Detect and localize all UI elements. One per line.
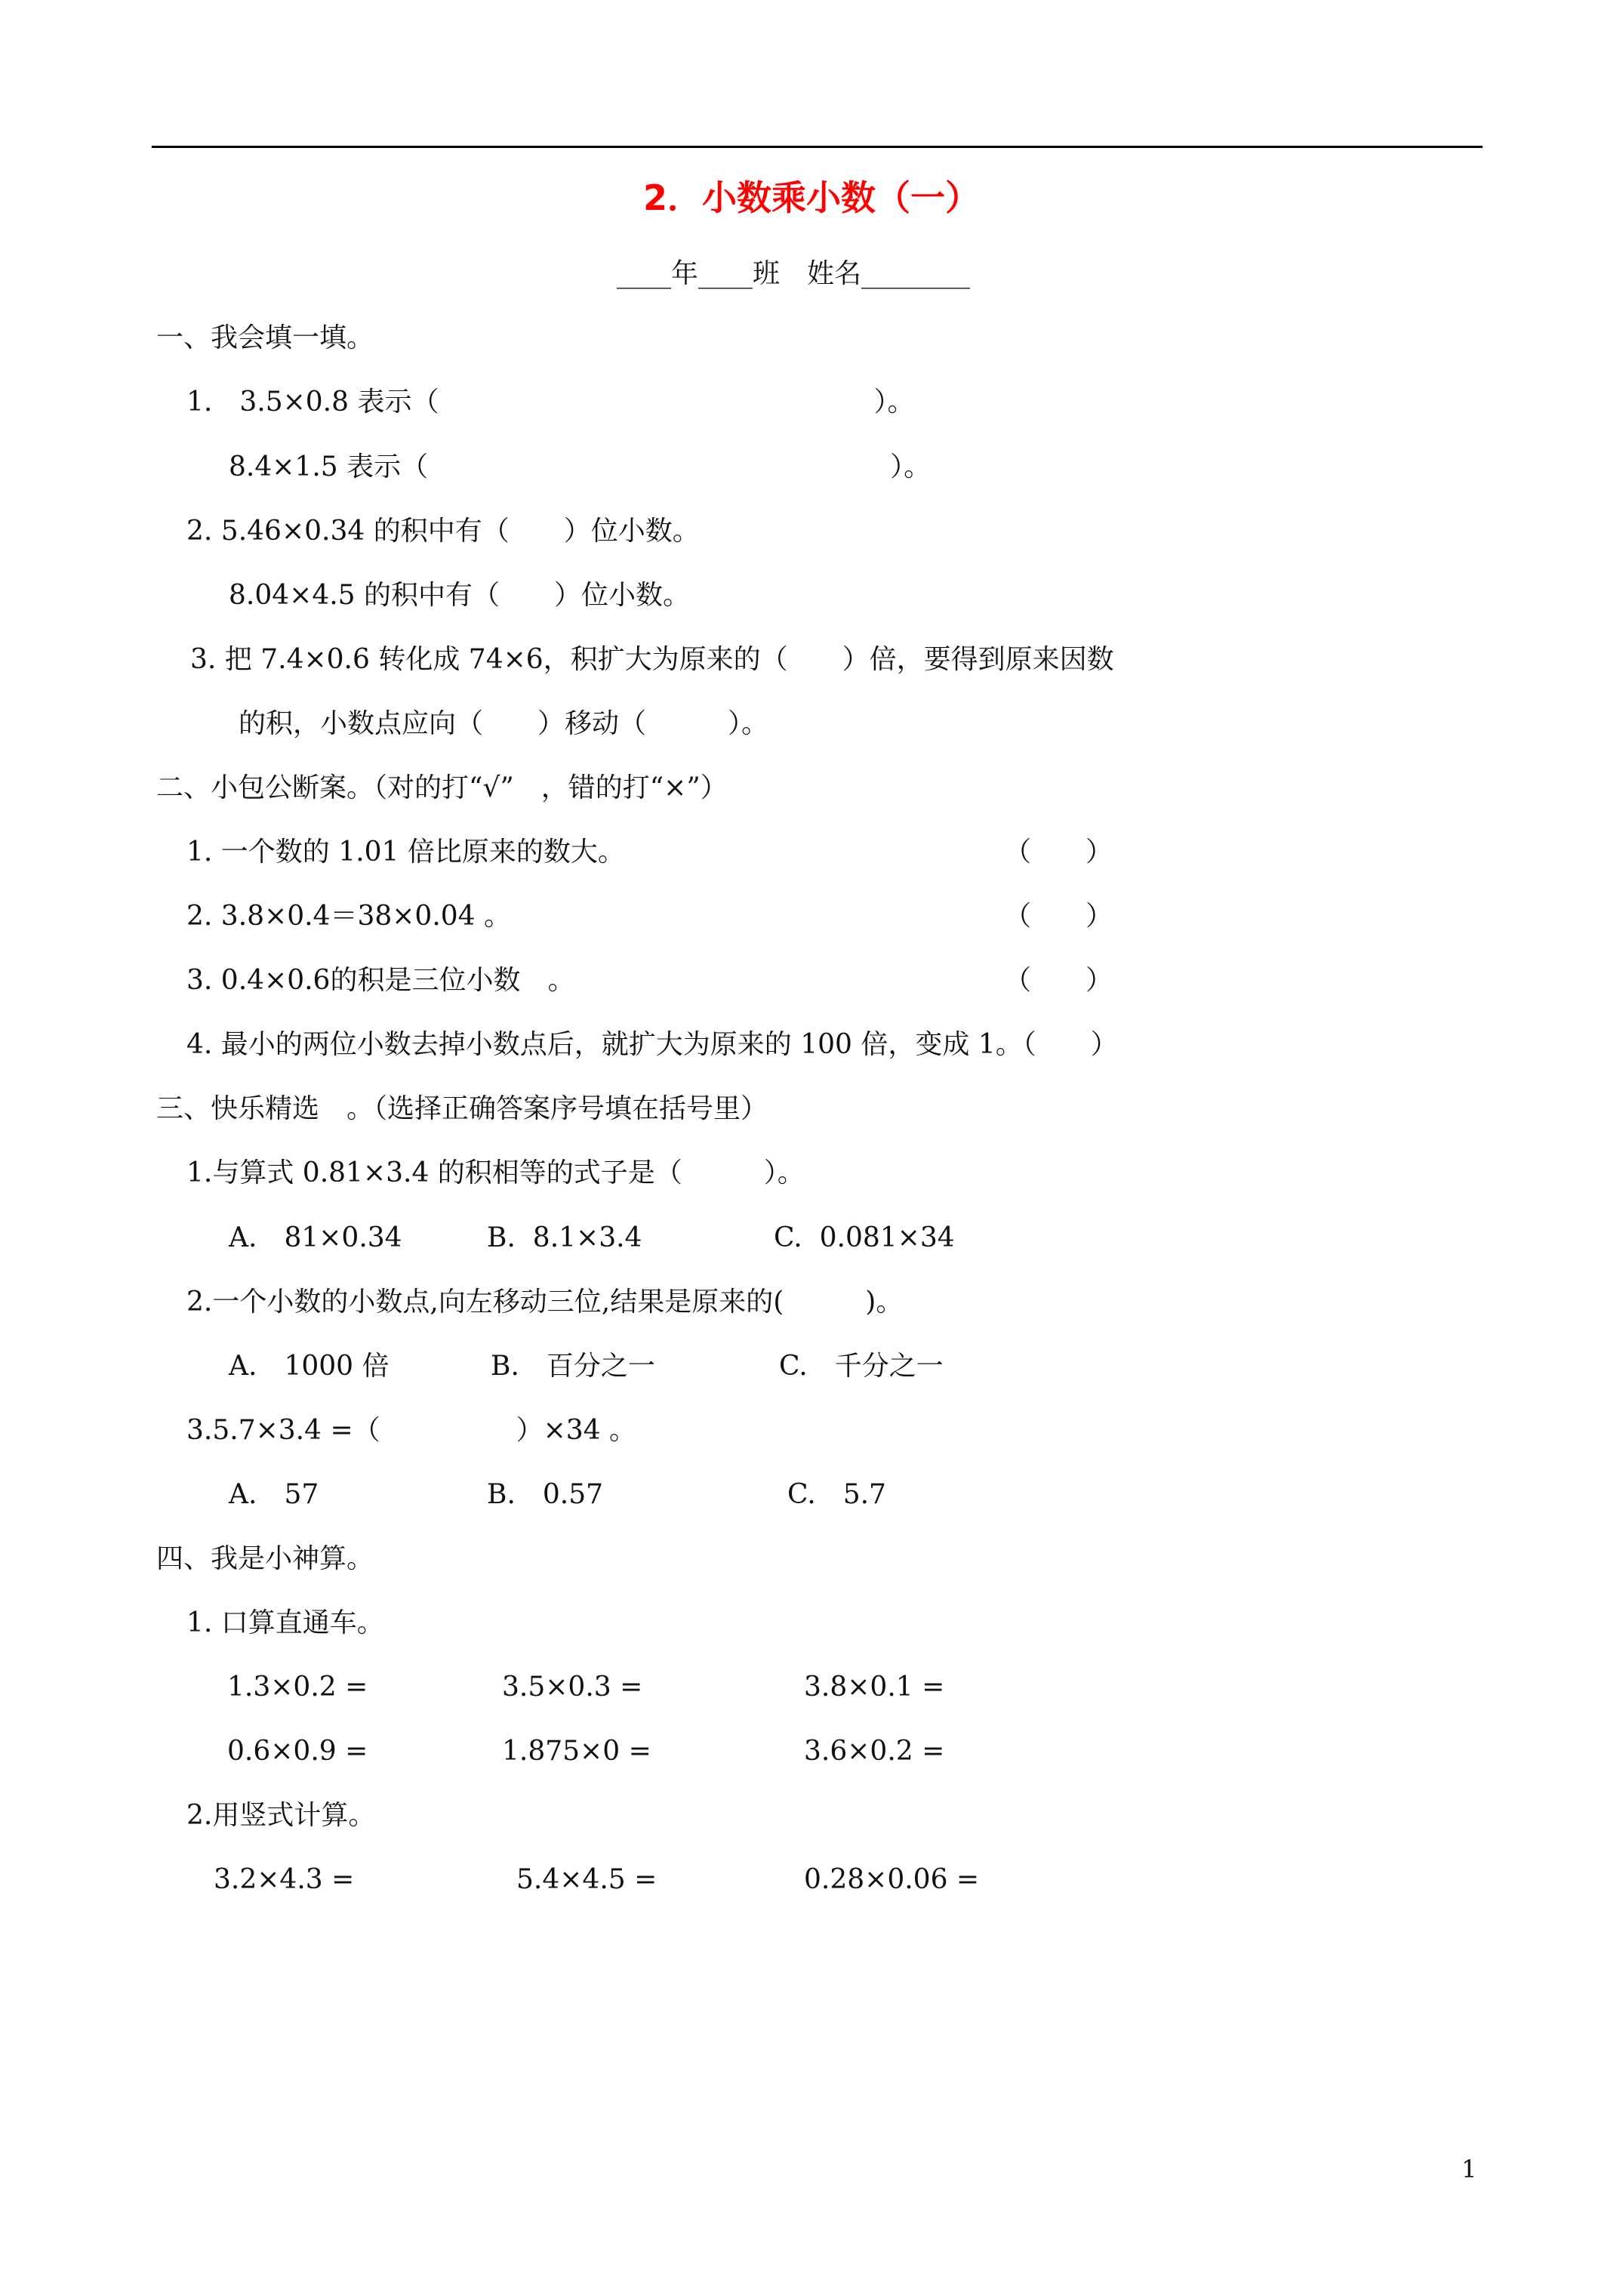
s3-question-2: 2.一个小数的小数点,向左移动三位,结果是原来的( )。 xyxy=(186,1287,904,1318)
s3-q1-option-c: C. 0.081×34 xyxy=(774,1222,955,1253)
page-title: 2．小数乘小数（一） xyxy=(642,177,980,218)
s1-question-3b: 的积，小数点应向（ ）移动（ ）。 xyxy=(239,708,769,739)
s2-item-2-paren: （ ） xyxy=(1004,901,1113,932)
calc-3-1: 3.2×4.3 = xyxy=(214,1864,355,1895)
s3-q3-option-a: A. 57 xyxy=(229,1479,319,1510)
calc-1-2: 3.5×0.3 = xyxy=(502,1672,643,1703)
calc-3-3: 0.28×0.06 = xyxy=(804,1864,980,1895)
s3-question-3: 3.5.7×3.4 =（ ）×34 。 xyxy=(186,1415,637,1446)
s1-question-2a: 2. 5.46×0.34 的积中有（ ）位小数。 xyxy=(186,516,700,547)
calc-2-2: 1.875×0 = xyxy=(502,1736,651,1767)
s3-q3-option-c: C. 5.7 xyxy=(787,1479,886,1510)
section3-heading: 三、快乐精选 。（选择正确答案序号填在括号里） xyxy=(156,1093,768,1124)
s2-item-1: 1. 一个数的 1.01 倍比原来的数大。 xyxy=(186,837,625,868)
s2-item-2: 2. 3.8×0.4＝38×0.04 。 xyxy=(186,901,512,932)
s4-sub-2: 2.用竖式计算。 xyxy=(186,1800,376,1831)
s1-question-1b: 8.4×1.5 表示（ ）。 xyxy=(229,451,932,482)
page-number: 1 xyxy=(1461,2155,1477,2184)
calc-1-1: 1.3×0.2 = xyxy=(227,1672,368,1703)
s1-question-3a: 3. 把 7.4×0.6 转化成 74×6，积扩大为原来的（ ）倍，要得到原来因数 xyxy=(190,644,1114,675)
section4-heading: 四、我是小神算。 xyxy=(156,1543,374,1574)
s4-sub-1: 1. 口算直通车。 xyxy=(186,1607,384,1638)
s3-q3-option-b: B. 0.57 xyxy=(487,1479,604,1510)
header-rule xyxy=(152,146,1483,148)
calc-2-1: 0.6×0.9 = xyxy=(227,1736,368,1767)
s2-item-3-paren: （ ） xyxy=(1004,965,1113,996)
s1-question-2b: 8.04×4.5 的积中有（ ）位小数。 xyxy=(229,580,691,611)
s1-question-1a: 1. 3.5×0.8 表示（ ）。 xyxy=(186,387,915,418)
s3-q2-option-b: B. 百分之一 xyxy=(491,1351,655,1382)
s3-q1-option-b: B. 8.1×3.4 xyxy=(487,1222,642,1253)
calc-3-2: 5.4×4.5 = xyxy=(516,1864,658,1895)
s3-q2-option-c: C. 千分之一 xyxy=(779,1351,944,1382)
s2-item-4: 4. 最小的两位小数去掉小数点后，就扩大为原来的 100 倍，变成 1。（ ） xyxy=(186,1029,1118,1060)
calc-1-3: 3.8×0.1 = xyxy=(804,1672,945,1703)
s3-question-1: 1.与算式 0.81×3.4 的积相等的式子是（ ）。 xyxy=(186,1157,805,1188)
calc-2-3: 3.6×0.2 = xyxy=(804,1736,945,1767)
section2-heading: 二、小包公断案。（对的打“√” ，错的打“×”） xyxy=(156,772,728,803)
s2-item-3: 3. 0.4×0.6的积是三位小数 。 xyxy=(186,965,575,996)
s3-q2-option-a: A. 1000 倍 xyxy=(229,1351,390,1382)
section1-heading: 一、我会填一填。 xyxy=(156,322,374,353)
s3-q1-option-a: A. 81×0.34 xyxy=(229,1222,402,1253)
name-line: ____年____班 姓名________ xyxy=(617,258,971,289)
s2-item-1-paren: （ ） xyxy=(1004,837,1113,868)
